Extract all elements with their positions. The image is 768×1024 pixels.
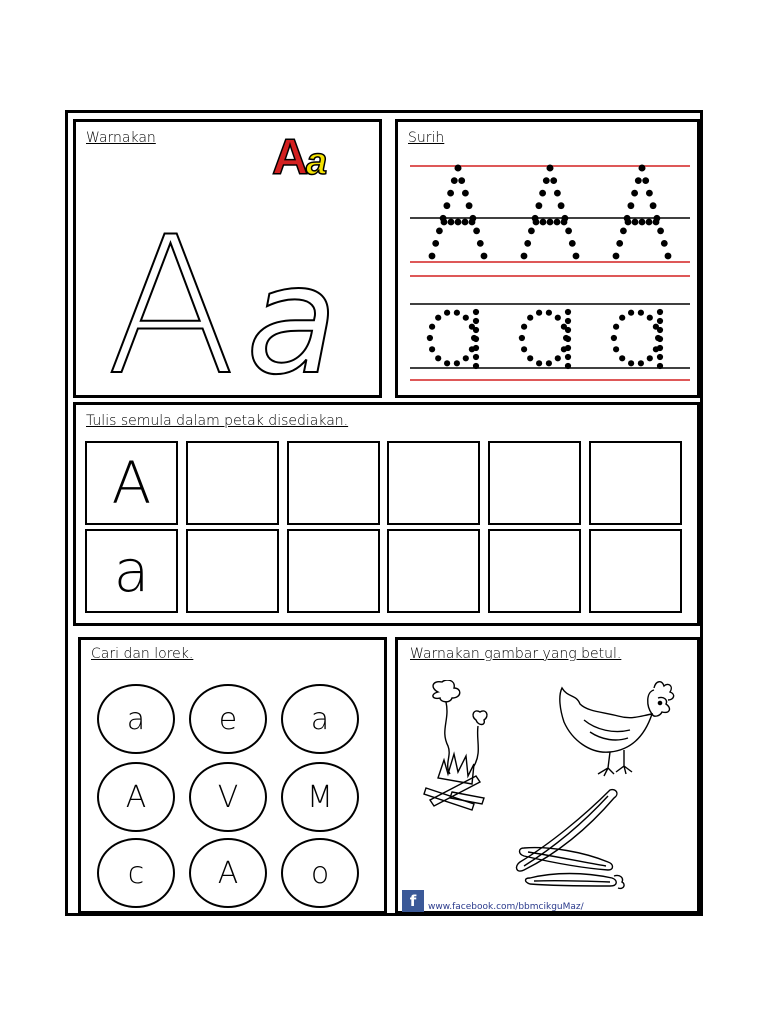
trace-dot bbox=[448, 219, 455, 226]
trace-dot bbox=[521, 253, 528, 260]
trace-dot bbox=[657, 363, 663, 369]
trace-dot bbox=[561, 219, 568, 226]
trace-dot bbox=[554, 219, 561, 226]
trace-dot bbox=[665, 253, 672, 260]
trace-dot bbox=[444, 360, 450, 366]
picture-panel-label: Warnakan gambar yang betul. bbox=[410, 646, 622, 662]
trace-dot bbox=[462, 219, 469, 226]
writing-box[interactable] bbox=[387, 441, 480, 525]
letter-bubble[interactable]: a bbox=[281, 684, 359, 754]
trace-dot bbox=[473, 345, 479, 351]
trace-panel bbox=[395, 119, 700, 398]
trace-dot bbox=[657, 318, 663, 324]
trace-dot bbox=[481, 253, 488, 260]
trace-dot bbox=[429, 346, 435, 352]
okra-picture bbox=[510, 786, 630, 898]
trace-dot bbox=[657, 336, 663, 342]
trace-dot bbox=[444, 202, 451, 209]
trace-dot bbox=[455, 219, 462, 226]
outline-letters bbox=[106, 192, 366, 392]
trace-dot bbox=[536, 360, 542, 366]
outline-lower: a bbox=[246, 234, 338, 392]
example-box bbox=[85, 441, 178, 525]
trace-dot bbox=[458, 177, 465, 184]
trace-dot bbox=[547, 219, 554, 226]
trace-dot bbox=[555, 355, 561, 361]
trace-dot bbox=[646, 219, 653, 226]
hen-picture bbox=[554, 676, 682, 786]
trace-dot bbox=[477, 240, 484, 247]
writing-box[interactable] bbox=[287, 529, 380, 613]
trace-dot bbox=[454, 360, 460, 366]
letter-bubble[interactable]: A bbox=[97, 762, 175, 832]
example-box bbox=[85, 529, 178, 613]
title-lower: a bbox=[306, 141, 328, 183]
trace-dot bbox=[611, 335, 617, 341]
trace-dot bbox=[565, 336, 571, 342]
trace-dot bbox=[436, 228, 443, 235]
trace-dot bbox=[540, 219, 547, 226]
trace-dot bbox=[473, 309, 479, 315]
example-letter: a bbox=[113, 537, 150, 605]
trace-dot bbox=[521, 324, 527, 330]
trace-dot bbox=[613, 346, 619, 352]
writing-box[interactable] bbox=[488, 441, 581, 525]
writing-box[interactable] bbox=[186, 529, 279, 613]
trace-dot bbox=[628, 202, 635, 209]
writing-box[interactable] bbox=[589, 441, 682, 525]
colour-panel-label: Warnakan bbox=[86, 130, 156, 146]
trace-dot bbox=[435, 355, 441, 361]
trace-dot bbox=[639, 219, 646, 226]
trace-dot bbox=[638, 360, 644, 366]
search-panel-label: Cari dan lorek. bbox=[91, 646, 194, 662]
trace-dot bbox=[565, 354, 571, 360]
trace-dot bbox=[533, 219, 540, 226]
trace-dot bbox=[427, 335, 433, 341]
writing-box[interactable] bbox=[589, 529, 682, 613]
trace-dot bbox=[444, 310, 450, 316]
trace-dot bbox=[473, 336, 479, 342]
trace-dot bbox=[631, 190, 638, 197]
trace-dot bbox=[625, 219, 632, 226]
trace-dot bbox=[565, 345, 571, 351]
colour-panel bbox=[73, 119, 382, 398]
trace-dot bbox=[462, 190, 469, 197]
trace-dot bbox=[558, 202, 565, 209]
letter-bubble[interactable]: M bbox=[281, 762, 359, 832]
trace-dot bbox=[539, 190, 546, 197]
trace-dot bbox=[657, 228, 664, 235]
trace-dot bbox=[519, 335, 525, 341]
trace-dot bbox=[473, 354, 479, 360]
trace-dot bbox=[463, 315, 469, 321]
title-upper: A bbox=[272, 129, 309, 184]
trace-dot bbox=[435, 315, 441, 321]
trace-dot bbox=[638, 310, 644, 316]
trace-dot bbox=[569, 240, 576, 247]
trace-dot bbox=[451, 177, 458, 184]
trace-dot bbox=[469, 219, 476, 226]
trace-dot bbox=[536, 202, 543, 209]
trace-dot bbox=[653, 219, 660, 226]
trace-dot bbox=[639, 165, 646, 172]
trace-dot bbox=[546, 310, 552, 316]
writing-box[interactable] bbox=[186, 441, 279, 525]
trace-dot bbox=[550, 177, 557, 184]
rewrite-panel-label: Tulis semula dalam petak disediakan. bbox=[86, 413, 349, 429]
trace-dot bbox=[528, 228, 535, 235]
writing-box[interactable] bbox=[387, 529, 480, 613]
trace-dot bbox=[441, 219, 448, 226]
campfire-picture bbox=[416, 680, 496, 820]
writing-box[interactable] bbox=[488, 529, 581, 613]
letter-bubble[interactable]: e bbox=[189, 684, 267, 754]
trace-dot bbox=[565, 309, 571, 315]
trace-dot bbox=[429, 324, 435, 330]
trace-dot bbox=[657, 345, 663, 351]
trace-dot bbox=[620, 228, 627, 235]
trace-dot bbox=[555, 315, 561, 321]
trace-dot bbox=[527, 355, 533, 361]
facebook-url[interactable]: www.facebook.com/bbmcikguMaz/ bbox=[428, 902, 584, 912]
trace-dot bbox=[454, 310, 460, 316]
trace-dot bbox=[573, 253, 580, 260]
trace-dot bbox=[466, 202, 473, 209]
trace-dot bbox=[616, 240, 623, 247]
trace-dot bbox=[650, 202, 657, 209]
letter-bubble[interactable]: o bbox=[281, 838, 359, 908]
example-letter: A bbox=[111, 449, 152, 517]
picture-panel bbox=[395, 637, 700, 914]
trace-dot bbox=[455, 165, 462, 172]
trace-dot bbox=[619, 355, 625, 361]
letter-bubble[interactable]: a bbox=[97, 684, 175, 754]
trace-dot bbox=[628, 310, 634, 316]
trace-dot bbox=[628, 360, 634, 366]
trace-dot bbox=[619, 315, 625, 321]
search-panel bbox=[78, 637, 387, 914]
trace-dot bbox=[647, 355, 653, 361]
trace-dot bbox=[463, 355, 469, 361]
outline-upper: A bbox=[106, 196, 236, 392]
trace-dot bbox=[546, 360, 552, 366]
trace-dot bbox=[473, 318, 479, 324]
trace-dot bbox=[543, 177, 550, 184]
trace-dot bbox=[565, 327, 571, 333]
trace-dot bbox=[554, 190, 561, 197]
trace-dot bbox=[524, 240, 531, 247]
trace-dot bbox=[432, 240, 439, 247]
letter-bubble[interactable]: V bbox=[189, 762, 267, 832]
trace-dot bbox=[547, 165, 554, 172]
trace-dot bbox=[473, 228, 480, 235]
trace-dot bbox=[661, 240, 668, 247]
rewrite-panel bbox=[73, 402, 700, 626]
trace-dot bbox=[657, 327, 663, 333]
trace-panel-label: Surih bbox=[408, 130, 445, 146]
trace-dot bbox=[647, 315, 653, 321]
trace-dot bbox=[521, 346, 527, 352]
letter-bubble[interactable]: c bbox=[97, 838, 175, 908]
trace-dot bbox=[632, 219, 639, 226]
trace-dot bbox=[429, 253, 436, 260]
trace-lines bbox=[398, 122, 703, 401]
trace-dot bbox=[473, 327, 479, 333]
trace-dot bbox=[565, 318, 571, 324]
trace-dot bbox=[642, 177, 649, 184]
trace-dot bbox=[565, 363, 571, 369]
title-letters bbox=[266, 124, 346, 184]
trace-dot bbox=[527, 315, 533, 321]
trace-dot bbox=[565, 228, 572, 235]
trace-dot bbox=[657, 354, 663, 360]
facebook-icon[interactable]: f bbox=[402, 890, 424, 912]
letter-bubble[interactable]: A bbox=[189, 838, 267, 908]
writing-box[interactable] bbox=[287, 441, 380, 525]
trace-dot bbox=[657, 309, 663, 315]
trace-dot bbox=[536, 310, 542, 316]
trace-dot bbox=[646, 190, 653, 197]
trace-dot bbox=[473, 363, 479, 369]
trace-dot bbox=[613, 324, 619, 330]
trace-dot bbox=[613, 253, 620, 260]
trace-dot bbox=[447, 190, 454, 197]
trace-dot bbox=[635, 177, 642, 184]
worksheet bbox=[65, 110, 703, 916]
